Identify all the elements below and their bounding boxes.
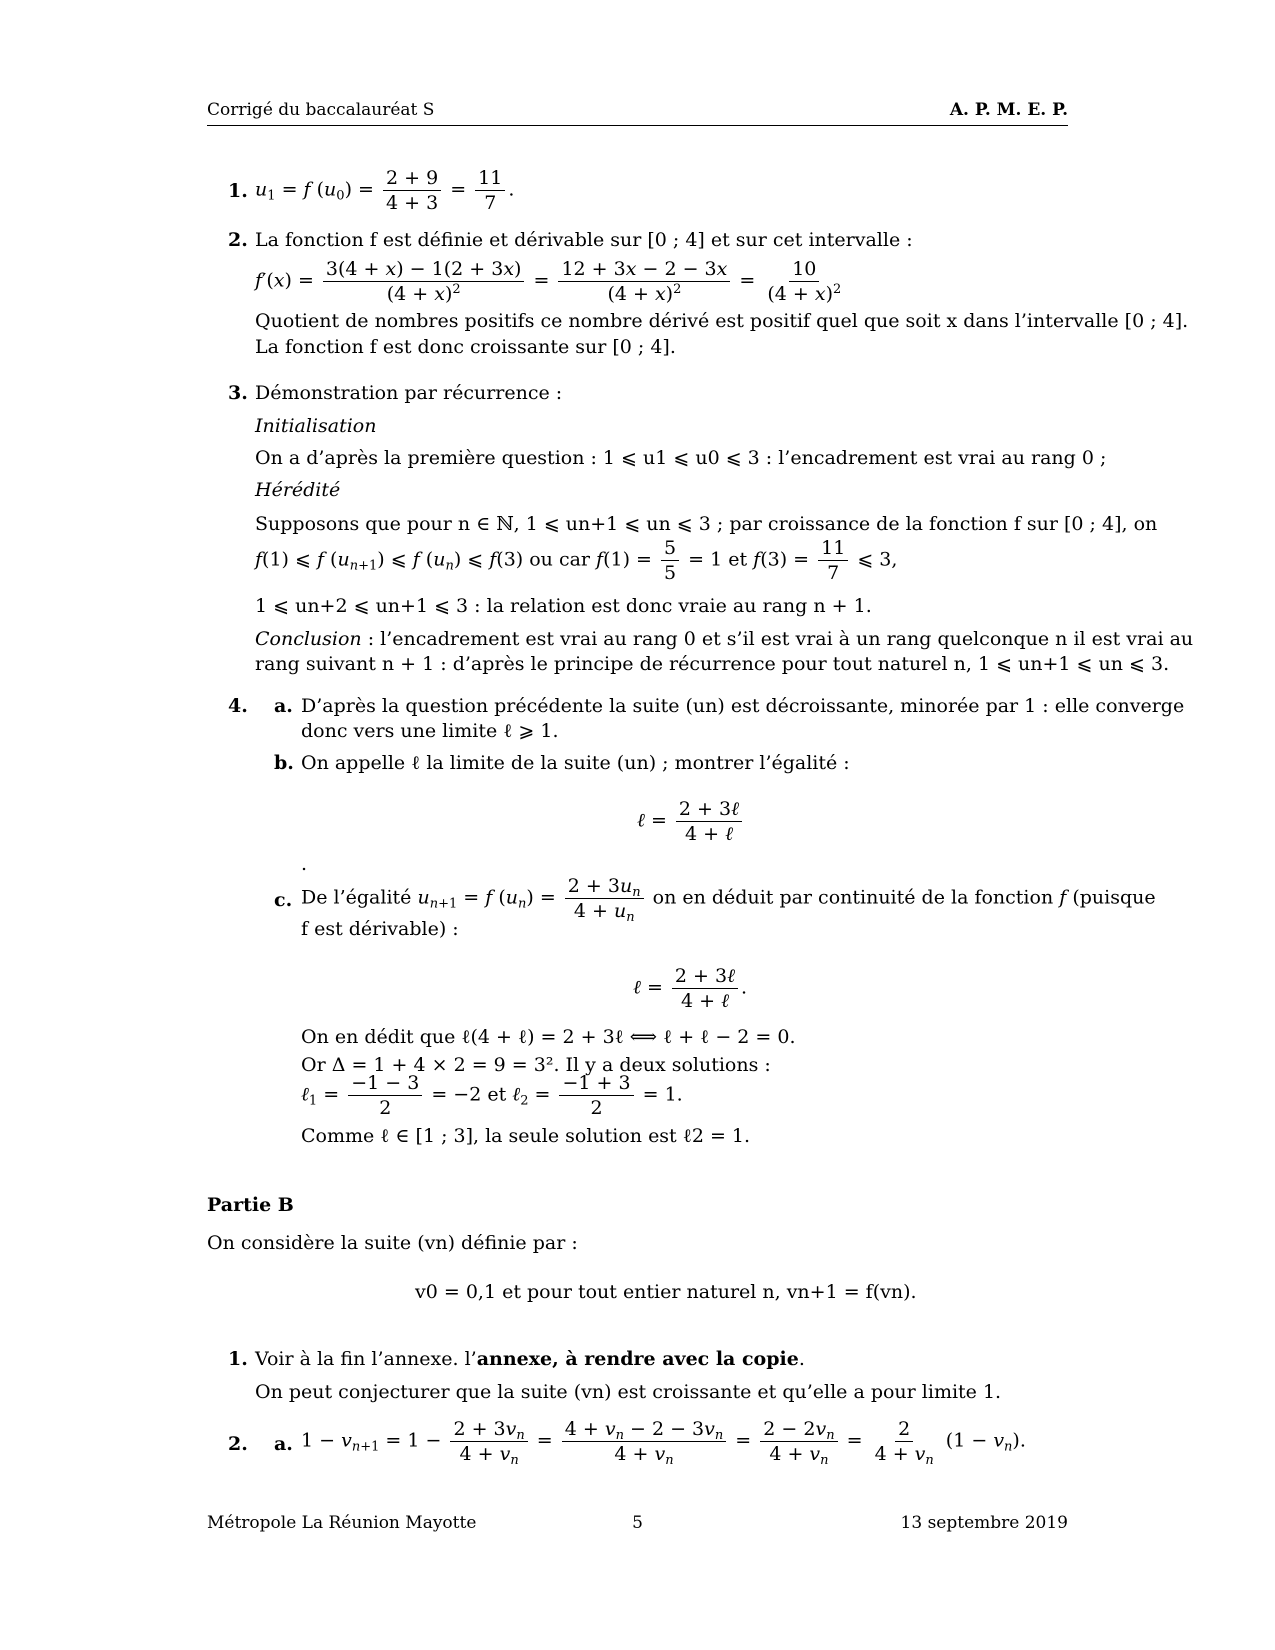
partB-q1-text-a: Voir à la fin l’annexe. l’ <box>255 1348 477 1370</box>
footer-page-number: 5 <box>632 1513 643 1533</box>
partB-intro: On considère la suite (vn) définie par : <box>207 1232 578 1254</box>
footer-date: 13 septembre 2019 <box>900 1513 1068 1533</box>
partB-q1-text <box>255 1347 805 1371</box>
q3-init-title: Initialisation <box>255 415 377 437</box>
q4-a-text1: D’après la question précédente la suite (un) est décroissante, minorée par 1 : elle converge <box>301 695 1185 717</box>
q2-line2: Quotient de nombres positifs ce nombre dérivé est positif quel que soit x dans l’intervalle [0 ; 4]. <box>255 310 1189 332</box>
q3-conclusion-title: Conclusion <box>255 628 362 650</box>
q3-conclusion-line1 <box>255 627 1193 651</box>
q3-hered-text: Supposons que pour n ∈ ℕ, 1 ⩽ un+1 ⩽ un ⩽ 3 ; par croissance de la fonction f sur [0 ; 4], on <box>255 513 1158 535</box>
q4-c-text1: De l’égalité $u_{n+1} = f$ $(u_n)$ = $\frac{2 + 3u_n}{4 + u_n}$ on en déduit par continuité de la fonction f (puisque <box>301 875 1156 925</box>
q3-hered-formula: f(1) ⩽ f $(u_{n+1})$ ⩽ f $(u_n)$ ⩽ f(3) ou car f(1) = $\frac{5}{5}$ = 1 et f(3) = $\frac{11}{7}$ ⩽ 3, <box>255 537 898 584</box>
partB-q1-conjecture: On peut conjecturer que la suite (vn) est croissante et qu’elle a pour limite 1. <box>255 1381 1002 1403</box>
q3-conclusion-text1: : l’encadrement est vrai au rang 0 et s’il est vrai à un rang quelconque n il est vrai au <box>361 628 1194 650</box>
q4-c-equation: ℓ = $\frac{\text{2 + 3ℓ}}{\text{4 + ℓ}}$ . <box>633 965 748 1012</box>
q3-hered-title: Hérédité <box>255 479 341 501</box>
partB-q2-number: 2. <box>228 1433 248 1455</box>
q4-b-equation: ℓ = $\frac{\text{2 + 3ℓ}}{\text{4 + ℓ}}$ <box>637 798 745 845</box>
header-left: Corrigé du baccalauréat S <box>207 100 435 120</box>
q4-a-text2: donc vers une limite ℓ ⩾ 1. <box>301 720 559 742</box>
partB-q2-a-formula: $1 - v_{n+1} = 1$ − $\frac{2 + 3v_n}{4 + v_n}$ = $\frac{4 + v_n - 2 - 3v_n}{4 + v_n}$ = $\frac{2 - 2v_n}{4 + v_n}$ = $\frac{2}{4 + v_n}$ $(1 - v_n)$. <box>301 1418 1026 1468</box>
q3-conclusion-line2: rang suivant n + 1 : d’après le principe de récurrence pour tout naturel n, 1 ⩽ un+1 ⩽ un ⩽ 3. <box>255 653 1170 675</box>
q2-intro: La fonction f est définie et dérivable sur [0 ; 4] et sur cet intervalle : <box>255 229 913 251</box>
header-rule <box>207 125 1068 126</box>
q4-c-eq: On en dédit que ℓ(4 + ℓ) = 2 + 3ℓ ⟺ ℓ + ℓ − 2 = 0. <box>301 1026 796 1048</box>
partB-title: Partie B <box>207 1194 294 1216</box>
q2-number: 2. <box>228 229 248 251</box>
q3-intro: Démonstration par récurrence : <box>255 382 563 404</box>
q3-hered-conclusion: 1 ⩽ un+2 ⩽ un+1 ⩽ 3 : la relation est donc vraie au rang n + 1. <box>255 595 872 617</box>
q4-b-text: On appelle ℓ la limite de la suite (un) ; montrer l’égalité : <box>301 752 850 774</box>
q4-number: 4. <box>228 695 248 717</box>
footer-left: Métropole La Réunion Mayotte <box>207 1513 477 1533</box>
q2-line3: La fonction f est donc croissante sur [0 ; 4]. <box>255 336 676 358</box>
partB-q1-text-b: annexe, à rendre avec la copie <box>476 1348 799 1370</box>
partB-definition: v0 = 0,1 et pour tout entier naturel n, vn+1 = f(vn). <box>415 1281 917 1303</box>
q1-formula: $u_1 = f$ $(u_0)$ = $\frac{2 + 9}{4 + 3}$ = $\frac{11}{7}$ . <box>255 167 515 214</box>
partB-q1-text-c: . <box>798 1348 805 1370</box>
q4-c-label: c. <box>274 889 293 911</box>
q4-c-final: Comme ℓ ∈ [1 ; 3], la seule solution est ℓ2 = 1. <box>301 1125 751 1147</box>
header-right: A. P. M. E. P. <box>949 100 1068 120</box>
q1-number: 1. <box>228 180 248 202</box>
q4-b-dot: . <box>301 853 308 875</box>
q4-c-delta: Or Δ = 1 + 4 × 2 = 9 = 3². Il y a deux solutions : <box>301 1054 771 1076</box>
partB-q2-a-label: a. <box>274 1433 293 1455</box>
q4-c-solutions: ℓ$_1$ = $\frac{-1 - 3}{2}$ = −2 et ℓ$_2$ = $\frac{-1 + 3}{2}$ = 1. <box>301 1072 683 1119</box>
q3-number: 3. <box>228 382 248 404</box>
q4-b-label: b. <box>274 752 294 774</box>
q4-c-text2: f est dérivable) : <box>301 918 459 940</box>
q4-a-label: a. <box>274 695 293 717</box>
partB-q1-number: 1. <box>228 1348 248 1370</box>
q3-init-text: On a d’après la première question : 1 ⩽ u1 ⩽ u0 ⩽ 3 : l’encadrement est vrai au rang 0 ; <box>255 447 1107 469</box>
q2-derivative: f′(x) = $\frac{3(4 + x) - 1(2 + 3x)}{(4 + x)^2}$ = $\frac{12 + 3x - 2 - 3x}{(4 + x)^2}$ = $\frac{10}{(4 + x)^2}$ <box>255 258 842 305</box>
